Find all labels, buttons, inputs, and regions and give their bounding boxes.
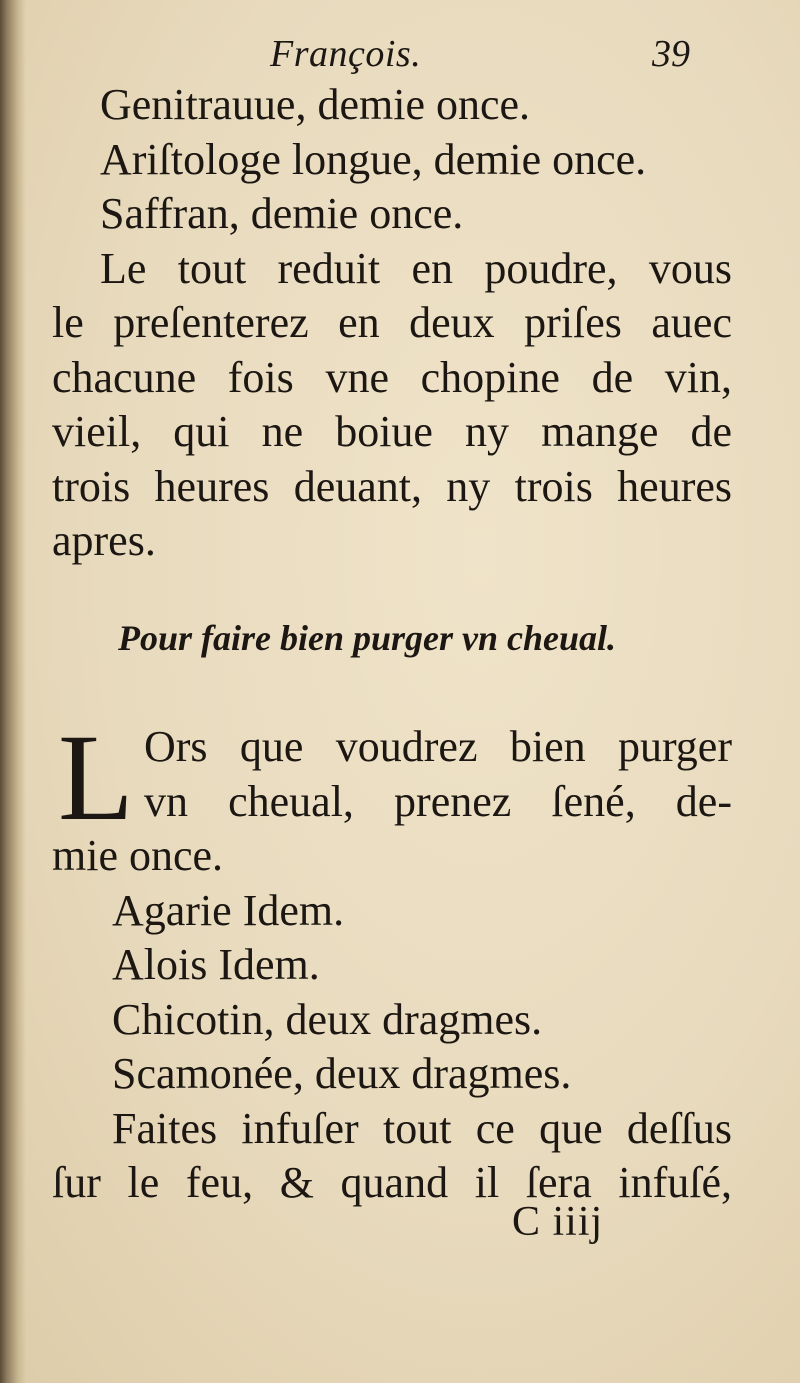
paragraph-line: apres. bbox=[52, 516, 156, 565]
paragraph-line: Faites infuſer tout ce que deſſus bbox=[112, 1103, 732, 1153]
binding-shadow bbox=[0, 0, 26, 1383]
ingredient-line: Chicotin, deux dragmes. bbox=[112, 994, 543, 1044]
paragraph-line: ſur le feu, & quand il ſera infuſé, bbox=[52, 1158, 732, 1207]
ingredient-line: Alois Idem. bbox=[112, 940, 320, 989]
paragraph-line: trois heures deuant, ny trois heures bbox=[52, 461, 732, 511]
paragraph-line: chacune fois vne chopine de vin, bbox=[52, 352, 732, 402]
paragraph-line: vn cheual, prenez ſené, de- bbox=[144, 776, 732, 826]
paragraph-line: vieil, qui ne boiue ny mange de bbox=[52, 407, 732, 456]
page-number: 39 bbox=[652, 33, 690, 75]
section-title: Pour faire bien purger vn cheual. bbox=[118, 618, 617, 658]
ingredient-line: Agarie Idem. bbox=[112, 885, 345, 935]
paragraph-line: Le tout reduit en poudre, vous bbox=[100, 243, 732, 293]
ingredient-line: Ariſtologe longue, demie once. bbox=[100, 134, 647, 184]
ingredient-line: Saffran, demie once. bbox=[100, 189, 464, 238]
running-head: François. bbox=[270, 33, 422, 75]
page-header bbox=[0, 28, 800, 78]
ingredient-line: Genitrauue, demie once. bbox=[100, 80, 531, 129]
signature-mark: C iiij bbox=[512, 1199, 604, 1245]
paragraph-line: Ors que voudrez bien purger bbox=[144, 722, 732, 771]
ingredient-line: Scamonée, deux dragmes. bbox=[112, 1049, 572, 1098]
drop-capital: L bbox=[58, 709, 134, 846]
paragraph-line: mie once. bbox=[52, 831, 224, 880]
purge-paragraph bbox=[52, 709, 732, 1211]
recipe-text-block bbox=[52, 78, 732, 569]
paragraph-line: le preſenterez en deux priſes auec bbox=[52, 298, 732, 347]
